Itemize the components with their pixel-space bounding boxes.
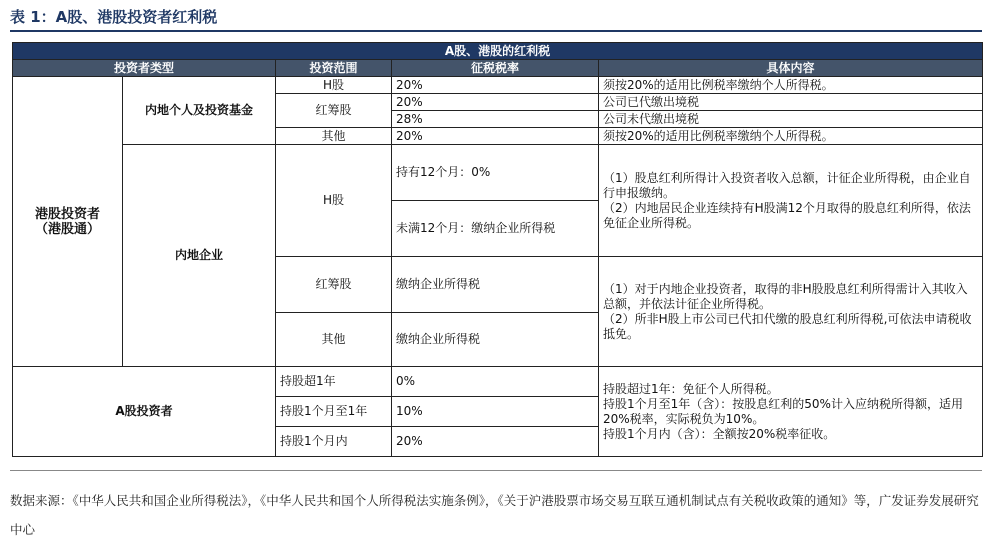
rate-cell: 20% — [392, 77, 599, 94]
detail-cell: 须按20%的适用比例税率缴纳个人所得税。 — [599, 77, 983, 94]
scope-cell: 红筹股 — [276, 94, 392, 128]
title-divider — [10, 30, 982, 32]
table-header-row — [13, 60, 983, 77]
detail-cell: 须按20%的适用比例税率缴纳个人所得税。 — [599, 128, 983, 145]
scope-cell: 持股超1年 — [276, 367, 392, 397]
rate-cell: 20% — [392, 128, 599, 145]
scope-cell: H股 — [276, 145, 392, 257]
table-caption-row — [13, 43, 983, 60]
table-row — [13, 367, 983, 397]
rate-cell: 28% — [392, 111, 599, 128]
detail-cell: 持股超过1年：免征个人所得税。 持股1个月至1年（含）：按股息红利的50%计入应纳税所得额，适用20%税率，实际税负为10%。 持股1个月内（含）：全额按20%税率征收。 — [599, 367, 983, 457]
mainland-enterprise-cell: 内地企业 — [123, 145, 276, 367]
table-row — [13, 145, 983, 201]
header-detail: 具体内容 — [599, 60, 983, 77]
scope-cell: 其他 — [276, 128, 392, 145]
source-note: 数据来源：《中华人民共和国企业所得税法》，《中华人民共和国个人所得税法实施条例》，《关于沪港股票市场交易互联互通机制试点有关税收政策的通知》等，广发证券发展研究中心 — [10, 493, 979, 537]
rate-cell: 20% — [392, 427, 599, 457]
header-investor-type: 投资者类型 — [13, 60, 276, 77]
table-title: 表 1：A股、港股投资者红利税 — [10, 8, 218, 26]
scope-cell: 持股1个月内 — [276, 427, 392, 457]
detail-cell: 公司已代缴出境税 — [599, 94, 983, 111]
header-scope: 投资范围 — [276, 60, 392, 77]
dividend-tax-table — [12, 42, 983, 457]
rate-cell: 缴纳企业所得税 — [392, 313, 599, 367]
scope-cell: 其他 — [276, 313, 392, 367]
header-tax-rate: 征税税率 — [392, 60, 599, 77]
detail-cell: （1）对于内地企业投资者，取得的非H股股息红利所得需计入其收入总额，并依法计征企业所得税。 （2）所非H股上市公司已代扣代缴的股息红利所得税,可依法申请税收抵免。 — [599, 257, 983, 367]
detail-cell: （1）股息红利所得计入投资者收入总额，计征企业所得税，由企业自行申报缴纳。 （2）内地居民企业连续持有H股满12个月取得的股息红利所得，依法免征企业所得税。 — [599, 145, 983, 257]
mainland-individual-cell: 内地个人及投资基金 — [123, 77, 276, 145]
scope-cell: 持股1个月至1年 — [276, 397, 392, 427]
rate-cell: 持有12个月：0% — [392, 145, 599, 201]
rate-cell: 20% — [392, 94, 599, 111]
hk-investor-cell: 港股投资者 （港股通） — [13, 77, 123, 367]
table-row — [13, 77, 983, 94]
scope-cell: H股 — [276, 77, 392, 94]
a-share-investor-cell: A股投资者 — [13, 367, 276, 457]
rate-cell: 缴纳企业所得税 — [392, 257, 599, 313]
rate-cell: 10% — [392, 397, 599, 427]
scope-cell: 红筹股 — [276, 257, 392, 313]
bottom-divider — [10, 470, 982, 471]
detail-cell: 公司未代缴出境税 — [599, 111, 983, 128]
rate-cell: 未满12个月：缴纳企业所得税 — [392, 201, 599, 257]
table-caption: A股、港股的红利税 — [13, 43, 983, 60]
rate-cell: 0% — [392, 367, 599, 397]
